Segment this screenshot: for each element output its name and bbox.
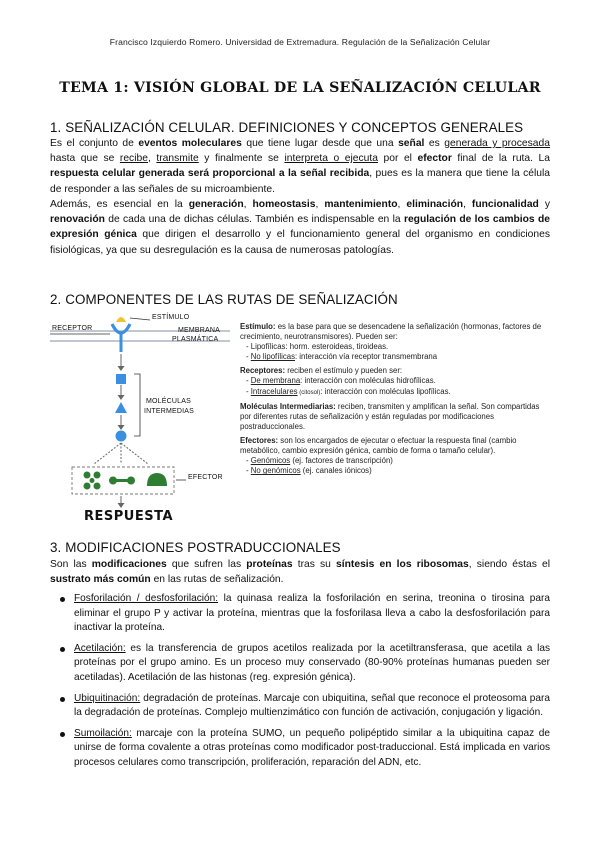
intermediate-circle bbox=[116, 431, 127, 442]
signaling-pathway-diagram bbox=[50, 312, 240, 528]
effector-cross-icon bbox=[84, 472, 101, 490]
intermediate-triangle bbox=[115, 402, 127, 413]
note-efectores: Efectores: son los encargados de ejecutar o efectuar la respuesta final (cambio metabólico, cambio expresión génica, cambio de forma o tamaño celular). - Genómicos (ej. factores de transcripción) - No genómicos (ej. canales iónicos) bbox=[240, 435, 517, 476]
label-moleculas: MOLÉCULAS bbox=[146, 398, 191, 405]
arrowhead-5 bbox=[118, 503, 125, 508]
arrow-4a bbox=[94, 443, 121, 464]
document-title: TEMA 1: VISIÓN GLOBAL DE LA SEÑALIZACIÓN CELULAR bbox=[59, 80, 541, 96]
section1-paragraph-1: Es el conjunto de eventos moleculares que tiene lugar desde que una señal es generada y procesada hasta que se recibe, transmite y finalmente se interpreta o ejecuta por el efector final de la ruta. La respuesta celular generada será proporcional a la señal recibida, pues es la manera que tiene la célula de responder a las señales de su microambiente. bbox=[50, 138, 551, 195]
section1-paragraph-2: Además, es esencial en la generación, homeostasis, mantenimiento, eliminación, funcionalidad y renovación de cada una de dichas células. También es indispensable en la regulación de los cambios de expresión génica que dirigen el desarrollo y el funcionamiento general del organismo en condiciones fisiológicas, ya que su desregulación es la causa de numerosas patologías. bbox=[50, 199, 551, 256]
section3-intro: Son las modificaciones que sufren las proteínas tras su síntesis en los ribosomas, siendo éstas el sustrato más común en las rutas de señalización. bbox=[50, 559, 550, 586]
label-efector: EFECTOR bbox=[188, 474, 223, 481]
arrow-4c bbox=[121, 443, 148, 464]
label-receptor: RECEPTOR bbox=[52, 325, 93, 332]
pathway-figure bbox=[50, 312, 240, 528]
ptm-bullet-list bbox=[60, 592, 550, 777]
bullet-sumoilacion: Sumoilación: marcaje con la proteína SUMO, un pequeño polipéptido similar a la ubiquitina capaz de unirse de forma covalente a otras proteínas como modificador post-traduccional. Está implicada en varios procesos celulares como transcripción, proliferación, reparación del ADN, etc. bbox=[60, 727, 550, 771]
diagram-notes bbox=[240, 322, 552, 480]
receptor-icon bbox=[112, 324, 130, 333]
arrowhead-3 bbox=[118, 425, 125, 430]
arrowhead-1 bbox=[118, 366, 125, 371]
label-intermedias: INTERMEDIAS bbox=[144, 408, 195, 415]
note-estimulo: Estímulo: es la base para que se desencadene la señalización (hormonas, factores de crecimiento, neurotransmisores). Pueden ser: - Lipofílicas: horm. esteroideas, tiroideas. - No lipofílicas: interacción vía receptor transmembrana bbox=[240, 322, 542, 362]
section2-heading: 2. COMPONENTES DE LAS RUTAS DE SEÑALIZACIÓN bbox=[50, 292, 398, 307]
receptor-stem bbox=[120, 334, 123, 352]
section3-heading: 3. MODIFICACIONES POSTRADUCCIONALES bbox=[50, 540, 341, 555]
bullet-acetilacion: Acetilación: es la transferencia de grupos acetilos realizada por la acetiltransferasa, que acetila a las proteínas por el grupo amino. Es un proceso muy conservado (80-90% proteínas humanas pueden ser acetiladas). Acetilación de las histonas (reg. expresión génica). bbox=[60, 642, 550, 686]
intermediate-square bbox=[116, 374, 126, 384]
section1-heading: 1. SEÑALIZACIÓN CELULAR. DEFINICIONES Y CONCEPTOS GENERALES bbox=[50, 120, 524, 135]
stimulus-icon bbox=[116, 317, 126, 322]
stimulus-pointer bbox=[130, 318, 150, 320]
effector-dumbbell-icon bbox=[109, 477, 135, 485]
label-membrana: MEMBRANA bbox=[178, 327, 221, 334]
label-respuesta: RESPUESTA bbox=[84, 509, 173, 524]
effector-dome-icon bbox=[147, 473, 167, 486]
running-header: Francisco Izquierdo Romero. Universidad de Extremadura. Regulación de la Señalización Celular bbox=[109, 37, 491, 47]
intermediates-bracket bbox=[134, 374, 140, 436]
arrowhead-2 bbox=[118, 395, 125, 400]
note-moleculas: Moléculas Intermediarias: reciben, transmiten y amplifican la señal. Son compartidas por diferentes rutas de señalización y están reguladas por modificaciones postraduccionales. bbox=[240, 401, 540, 431]
label-estimulo: ESTÍMULO bbox=[152, 314, 190, 321]
bullet-ubiquitinacion: Ubiquitinación: degradación de proteínas. Marcaje con ubiquitina, señal que reconoce el proteosoma para la degradación de proteínas. Complejo multienzimático con función de activación, conjugación y ligación. bbox=[60, 692, 550, 721]
bullet-fosforilacion: Fosforilación / desfosforilación: la quinasa realiza la fosforilación en serina, treonina o tirosina para eliminar el grupo P y activar la proteína, mientras que la fosforilasa lleva a cabo la desfosforilación para inactivar la proteína. bbox=[60, 592, 550, 636]
label-plasmatica: PLASMÁTICA bbox=[172, 336, 219, 343]
note-receptores: Receptores: reciben el estímulo y pueden ser: - De membrana: interacción con moléculas hidrofílicas. - Intracelulares (citosol): interacción con moléculas lipofílicas. bbox=[240, 366, 451, 396]
